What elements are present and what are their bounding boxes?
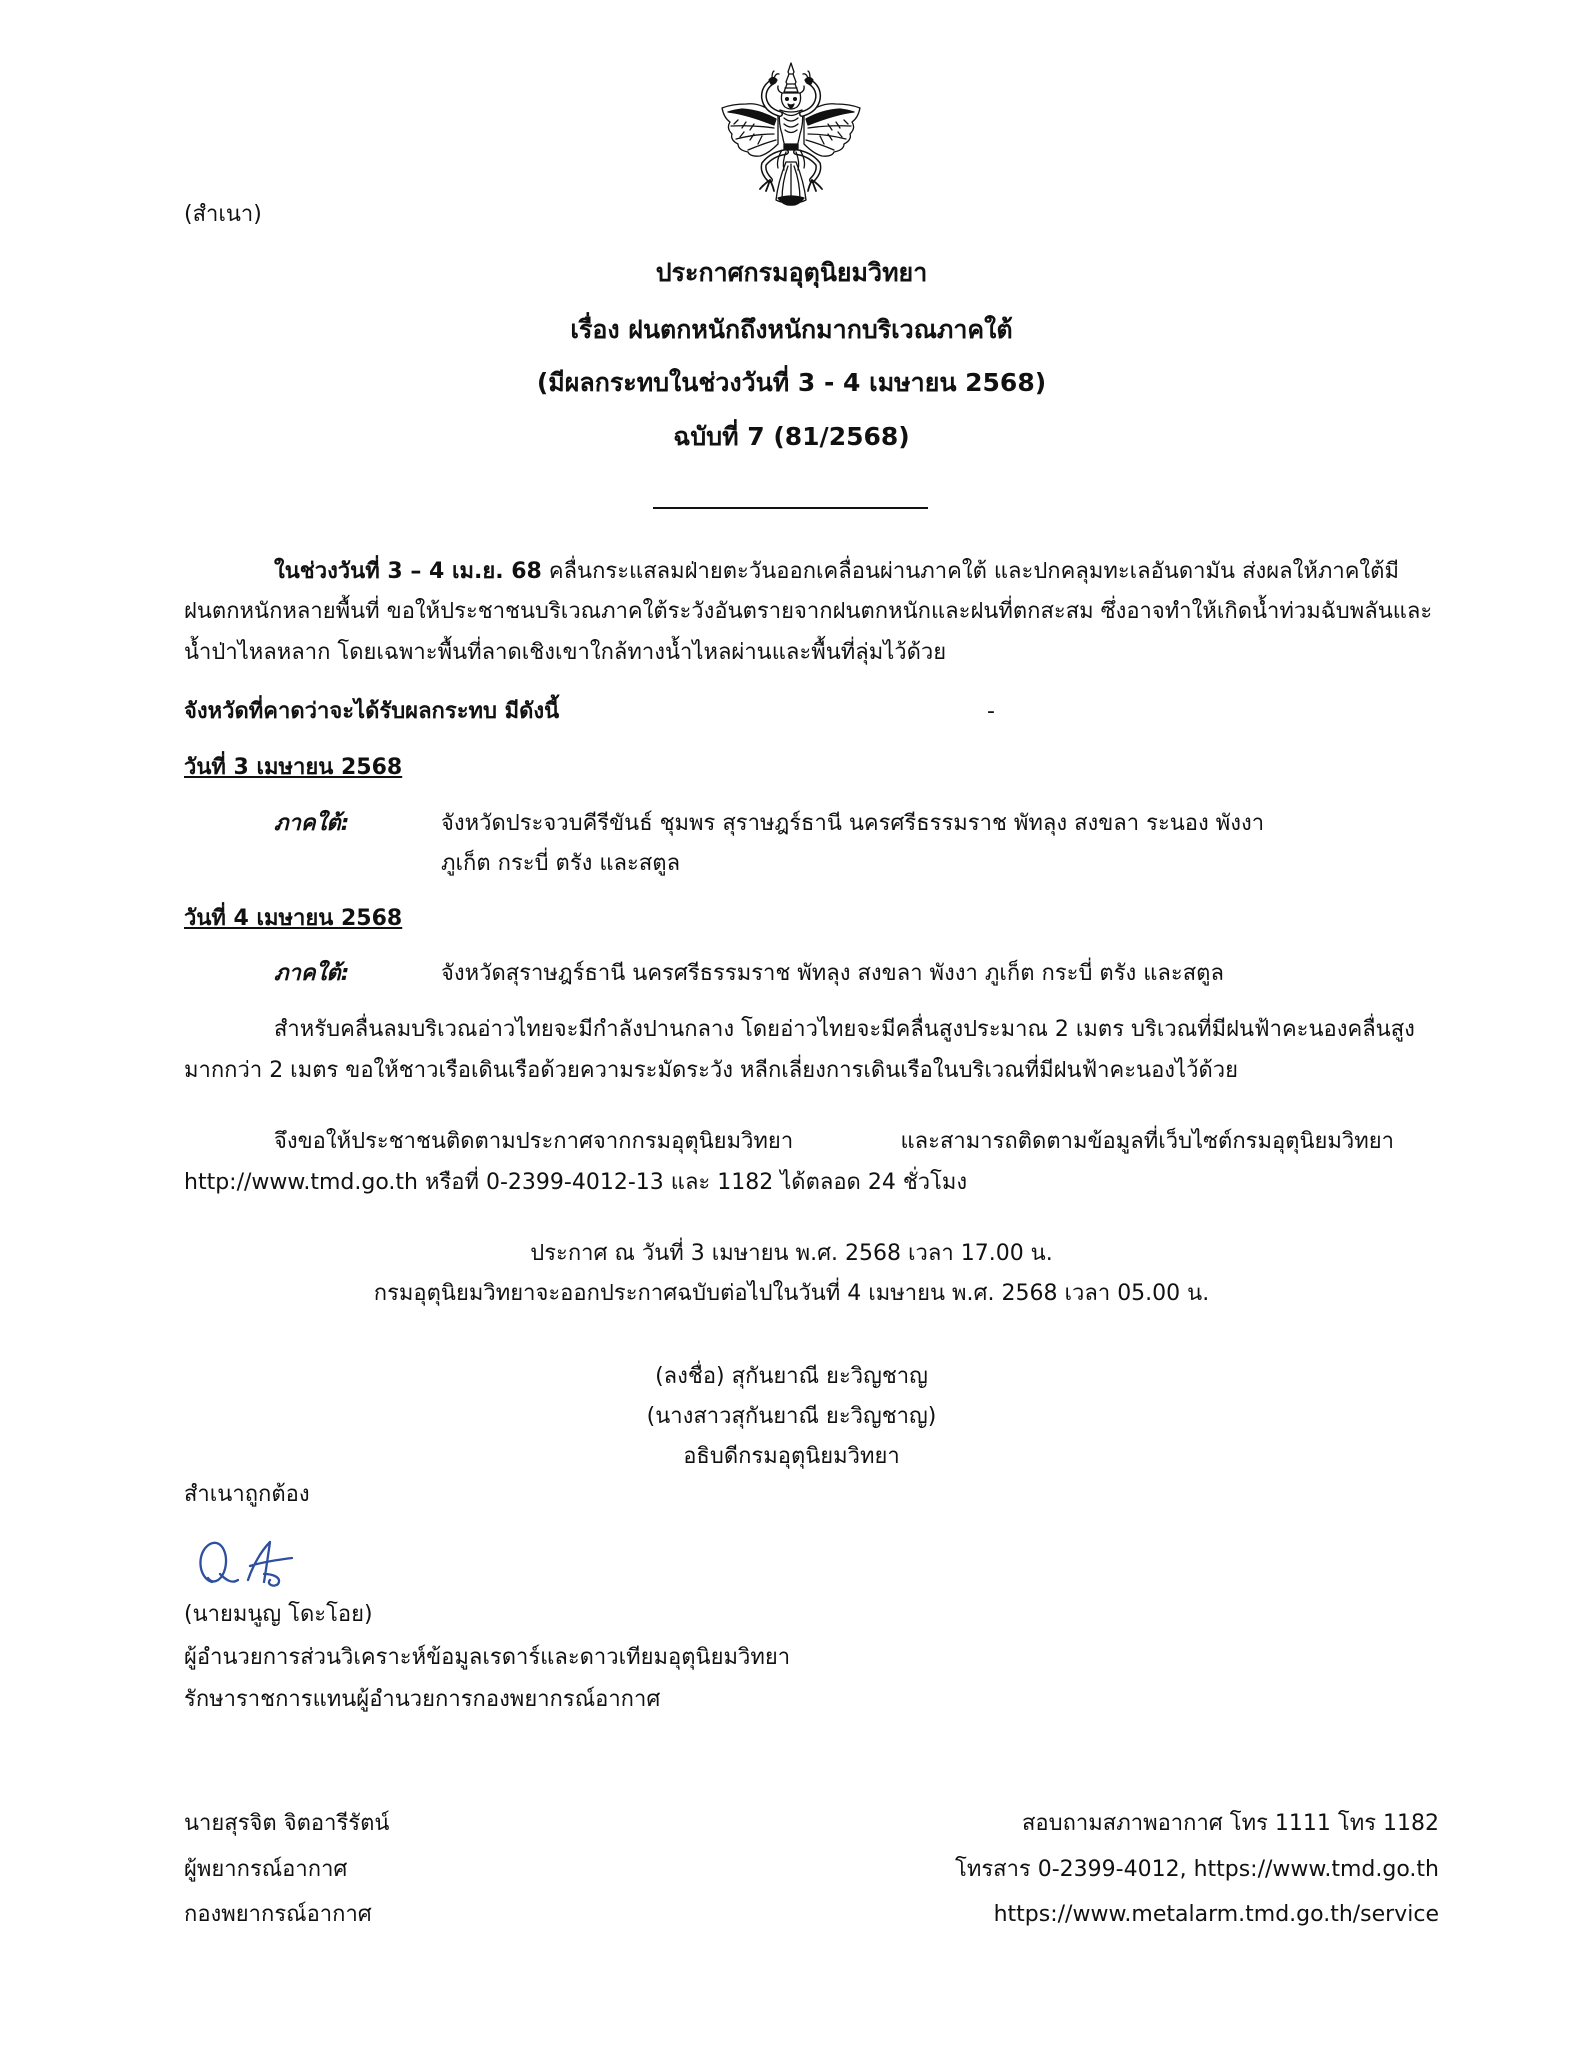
signatory-signed: (ลงชื่อ) สุกันยาณี ยะวิญชาญ [655, 1364, 928, 1389]
intro-line-text: คลื่นกระแสลมฝ่ายตะวันออกเคลื่อนผ่านภาคใต้ และปกคลุมทะเลอันดามัน ส่งผลให้ภาคใต้มี [541, 559, 1399, 584]
province-list-line: จังหวัดประจวบคีรีขันธ์ ชุมพร สุราษฎร์ธานี นครศรีธรรมราช พัทลุง สงขลา ระนอง พังงา [441, 811, 1265, 836]
contact-fax-web: โทรสาร 0-2399-4012, https://www.tmd.go.th [955, 1857, 1439, 1882]
forecaster-division: กองพยากรณ์อากาศ [184, 1902, 372, 1927]
next-issue-time: กรมอุตุนิยมวิทยาจะออกประกาศฉบับต่อไปในวันที่ 4 เมษายน พ.ศ. 2568 เวลา 05.00 น. [373, 1281, 1210, 1306]
forecast-date: วันที่ 3 เมษายน 2568 [184, 755, 403, 780]
page-title: ประกาศกรมอุตุนิยมวิทยา [655, 258, 928, 287]
signatory-position: อธิบดีกรมอุตุนิยมวิทยา [683, 1444, 900, 1469]
contact-service-url: https://www.metalarm.tmd.go.th/service [993, 1902, 1439, 1927]
announcement-subject: เรื่อง ฝนตกหนักถึงหนักมากบริเวณภาคใต้ [570, 315, 1013, 344]
region-label: ภาคใต้: [274, 961, 350, 986]
certifier-name: (นายมนูญ โดะโอย) [184, 1602, 373, 1627]
intro-line: ฝนตกหนักหลายพื้นที่ ขอให้ประชาชนบริเวณภาคใต้ระวังอันตรายจากฝนตกหนักและฝนที่ตกสะสม ซึ่งอาจทำให้เกิดน้ำท่วมฉับพลันและ [184, 599, 1433, 624]
intro-line [274, 552, 1398, 592]
province-list-line: จังหวัดสุราษฎร์ธานี นครศรีธรรมราช พัทลุง สงขลา พังงา ภูเก็ต กระบี่ ตรัง และสตูล [441, 961, 1224, 986]
garuda-emblem-icon [716, 62, 866, 207]
signatory-full-name: (นางสาวสุกันยาณี ยะวิญชาญ) [646, 1404, 937, 1429]
affected-heading: จังหวัดที่คาดว่าจะได้รับผลกระทบ มีดังนี้ [184, 699, 560, 724]
province-list-line: ภูเก็ต กระบี่ ตรัง และสตูล [441, 851, 681, 876]
garuda-figure [722, 63, 860, 205]
contact-phone: สอบถามสภาพอากาศ โทร 1111 โทร 1182 [1022, 1811, 1439, 1836]
intro-line: น้ำป่าไหลหลาก โดยเฉพาะพื้นที่ลาดเชิงเขาใกล้ทางน้ำไหลผ่านและพื้นที่ลุ่มไว้ด้วย [184, 640, 947, 665]
heading-marker: - [987, 699, 995, 724]
certified-copy-label: สำเนาถูกต้อง [184, 1482, 310, 1507]
issued-time: ประกาศ ณ วันที่ 3 เมษายน พ.ศ. 2568 เวลา 17.00 น. [530, 1241, 1053, 1266]
copy-mark: (สำเนา) [184, 202, 262, 227]
follow-up-line: http://www.tmd.go.th หรือที่ 0-2399-4012-13 และ 1182 ได้ตลอด 24 ชั่วโมง [184, 1170, 968, 1195]
handwritten-signature [190, 1530, 300, 1594]
waves-line: สำหรับคลื่นลมบริเวณอ่าวไทยจะมีกำลังปานกลาง โดยอ่าวไทยจะมีคลื่นสูงประมาณ 2 เมตร บริเวณที่มีฝนฟ้าคะนองคลื่นสูง [274, 1017, 1415, 1042]
waves-line: มากกว่า 2 เมตร ขอให้ชาวเรือเดินเรือด้วยความระมัดระวัง หลีกเลี่ยงการเดินเรือในบริเวณที่มีฝนฟ้าคะนองไว้ด้วย [184, 1058, 1238, 1083]
region-label: ภาคใต้: [274, 811, 350, 836]
certifier-position: ผู้อำนวยการส่วนวิเคราะห์ข้อมูลเรดาร์และดาวเทียมอุตุนิยมวิทยา [184, 1645, 791, 1670]
forecaster-title: ผู้พยากรณ์อากาศ [184, 1857, 348, 1882]
issue-number: ฉบับที่ 7 (81/2568) [673, 422, 910, 451]
effective-period: (มีผลกระทบในช่วงวันที่ 3 - 4 เมษายน 2568) [536, 368, 1047, 397]
forecaster-name: นายสุรจิต จิตอารีรัตน์ [184, 1811, 390, 1836]
intro-lead: ในช่วงวันที่ 3 – 4 เม.ย. 68 [274, 559, 542, 584]
title-divider [653, 507, 928, 509]
certifier-acting-role: รักษาราชการแทนผู้อำนวยการกองพยากรณ์อากาศ [184, 1687, 661, 1712]
follow-up-line: จึงขอให้ประชาชนติดตามประกาศจากกรมอุตุนิยมวิทยา และสามารถติดตามข้อมูลที่เว็บไซต์กรมอุตุนิยมวิทยา [274, 1129, 1394, 1154]
forecast-date: วันที่ 4 เมษายน 2568 [184, 906, 403, 931]
